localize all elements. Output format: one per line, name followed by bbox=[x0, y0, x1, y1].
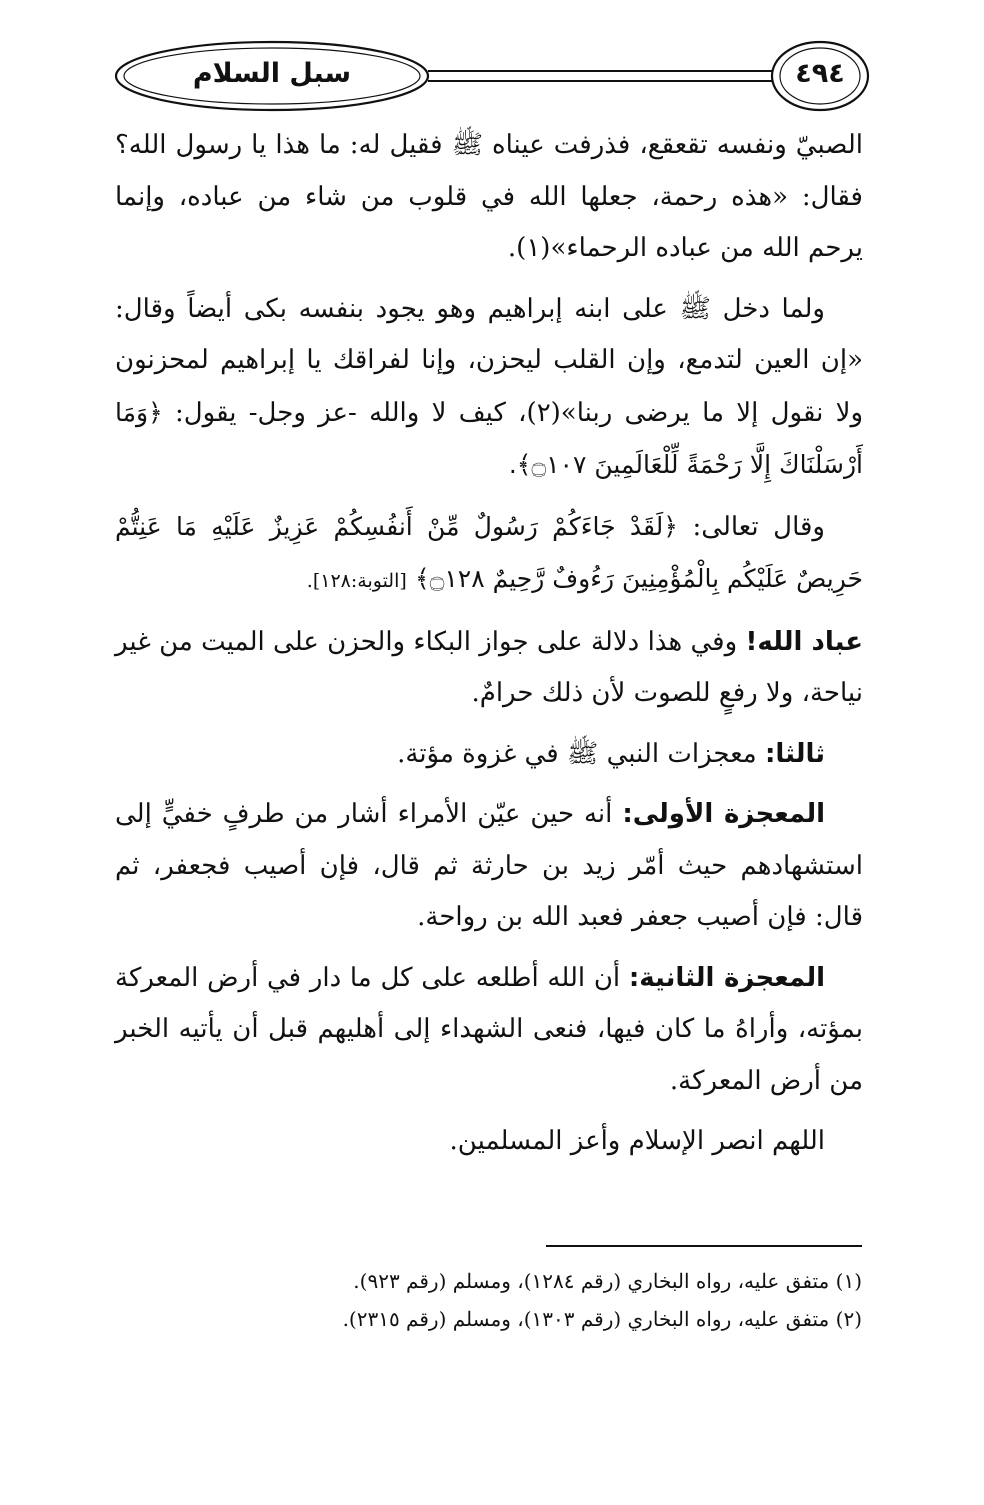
quran-verse-anbiya: ﴿وَمَا أَرْسَلْنَاكَ إِلَّا رَحْمَةً لِّلْعَالَمِينَ ۝١٠٧﴾. bbox=[115, 397, 863, 479]
section-heading bbox=[115, 729, 863, 781]
paragraph-2 bbox=[115, 284, 863, 492]
paragraph-4-label: عباد الله! bbox=[745, 626, 863, 657]
miracle-1-text: أنه حين عيّن الأمراء أشار من طرفٍ خفيٍّ إلى استشهادهم حيث أمّر زيد بن حارثة ثم قال، فإن أصيب فجعفر، ثم قال: فإن أصيب جعفر فعبد الله بن رواحة. bbox=[115, 799, 863, 932]
footnote-1: (١) متفق عليه، رواه البخاري (رقم ١٢٨٤)، ومسلم (رقم ٩٢٣). bbox=[353, 1269, 862, 1293]
paragraph-3 bbox=[115, 501, 863, 608]
miracle-2-label: المعجزة الثانية: bbox=[628, 962, 825, 993]
quran-verse-tawbah: ﴿لَقَدْ جَاءَكُمْ رَسُولٌ مِّنْ أَنفُسِكُمْ عَزِيزٌ عَلَيْهِ مَا عَنِتُّمْ حَرِيصٌ عَلَيْكُم بِالْمُؤْمِنِينَ رَءُوفٌ رَّحِيمٌ ۝١٢٨﴾ bbox=[115, 511, 863, 593]
footnote-2: (٢) متفق عليه، رواه البخاري (رقم ١٣٠٣)، ومسلم (رقم ٢٣١٥). bbox=[342, 1307, 862, 1331]
paragraph-3-text: وقال تعالى: bbox=[677, 511, 825, 542]
page-body bbox=[115, 120, 863, 1177]
page-number: ٤٩٤ bbox=[795, 58, 845, 89]
miracle-1-label: المعجزة الأولى: bbox=[622, 799, 826, 829]
section-heading-text: معجزات النبي ﷺ في غزوة مؤتة. bbox=[397, 738, 765, 769]
page-header bbox=[110, 38, 870, 118]
closing-supplication: اللهم انصر الإسلام وأعز المسلمين. bbox=[449, 1126, 825, 1156]
footnote-divider bbox=[546, 1245, 862, 1247]
verse-reference: [التوبة:١٢٨]. bbox=[306, 570, 407, 592]
book-title: سبل السلام bbox=[192, 58, 352, 89]
paragraph-miracle-1 bbox=[115, 789, 863, 944]
miracle-2-text: أن الله أطلعه على كل ما دار في أرض المعركة بمؤته، وأراهُ ما كان فيها، فنعى الشهداء إلى أهليهم قبل أن يأتيه الخبر من أرض المعركة. bbox=[115, 962, 863, 1096]
section-heading-label: ثالثا: bbox=[764, 738, 825, 769]
paragraph-4 bbox=[115, 617, 863, 720]
paragraph-1: الصبيّ ونفسه تقعقع، فذرفت عيناه ﷺ فقيل له: ما هذا يا رسول الله؟ فقال: «هذه رحمة، جعلها الله في قلوب من شاء من عباده، وإنما يرحم الله من عباده الرحماء»(١). bbox=[115, 130, 863, 263]
paragraph-miracle-2 bbox=[115, 953, 863, 1108]
paragraph-2-text: ولما دخل ﷺ على ابنه إبراهيم وهو يجود بنفسه بكى أيضاً وقال: «إن العين لتدمع، وإن القلب ليحزن، وإنا لفراقك يا إبراهيم لمحزنون ولا نقول إلا ما يرضى ربنا»(٢)، كيف لا والله -عز وجل- يقول: bbox=[115, 293, 863, 428]
footnotes bbox=[240, 1262, 862, 1338]
paragraph-4-text: وفي هذا دلالة على جواز البكاء والحزن على الميت من غير نياحة، ولا رفعٍ للصوت لأن ذلك حرامٌ. bbox=[115, 626, 863, 708]
